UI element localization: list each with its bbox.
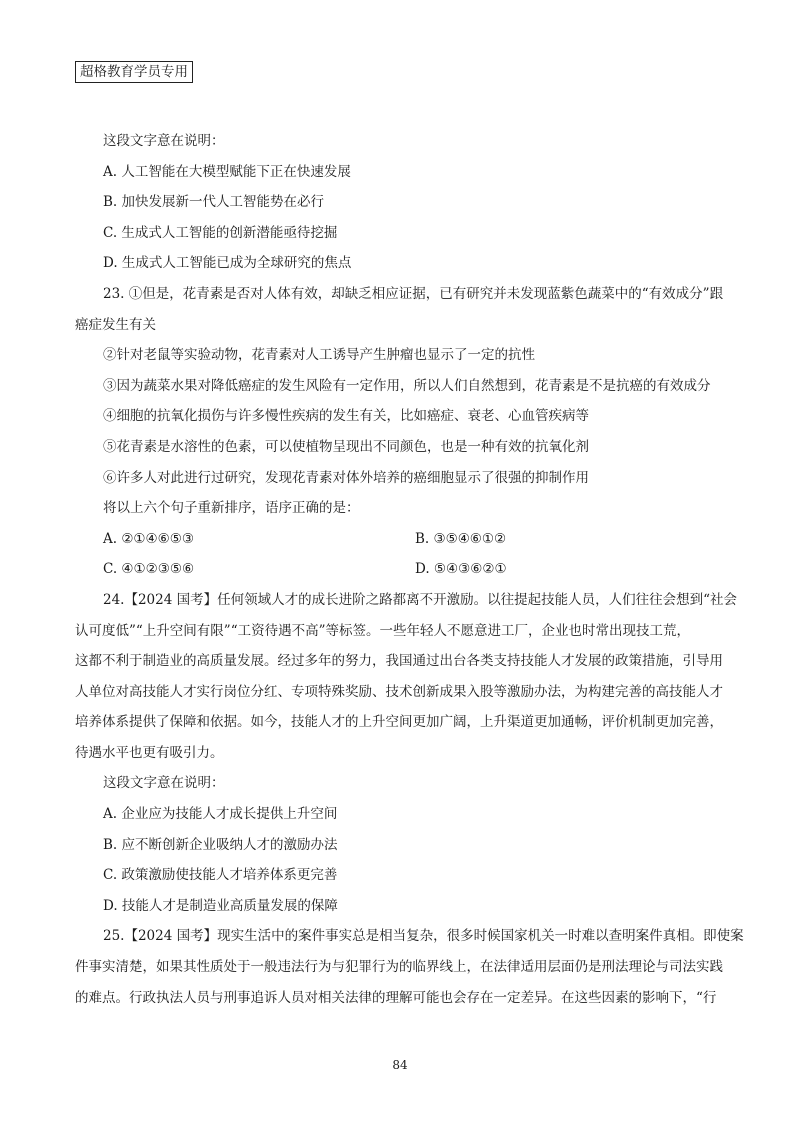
question-stem: 这段文字意在说明： [103,133,225,149]
option-c: C. ④①②③⑤⑥ [103,561,195,578]
question-23-line: 23. ①但是，花青素是否对人体有效，却缺乏相应证据，已有研究并未发现蓝紫色蔬菜中的“有效成分”跟 [103,285,724,302]
option-row [75,524,725,555]
option-a: A. ②①④⑥⑤③ [103,530,194,547]
question-25-line: 25.【2024 国考】现实生活中的案件事实总是相当复杂，很多时候国家机关一时难以查明案件真相。即使案 [103,928,744,945]
sentence-5: ⑤花青素是水溶性的色素，可以使植物呈现出不同颜色，也是一种有效的抗氧化剂 [103,438,589,455]
option-a: A. 企业应为技能人才成长提供上升空间 [103,806,338,823]
question-25-line: 的难点。行政执法人员与刑事追诉人员对相关法律的理解可能也会存在一定差异。在这些因素的影响下，“行 [75,989,717,1006]
option-d: D. ⑤④③⑥②① [415,561,507,578]
option-row [75,554,725,585]
question-24-line: 24.【2024 国考】任何领域人才的成长进阶之路都离不开激励。以往提起技能人员，人们往往会想到“社会 [103,591,738,608]
sentence-4: ④细胞的抗氧化损伤与许多慢性疾病的发生有关，比如癌症、衰老、心血管疾病等 [103,408,589,425]
question-24-line: 培养体系提供了保障和依据。如今，技能人才的上升空间更加广阔，上升渠道更加通畅，评价机制更加完善， [75,714,723,731]
question-24-line: 待遇水平也更有吸引力。 [75,744,224,761]
option-d: D. 技能人才是制造业高质量发展的保障 [103,897,338,914]
option-c: C. 政策激励使技能人才培养体系更完善 [103,867,338,884]
document-body [75,126,744,1013]
question-stem: 这段文字意在说明： [103,775,225,792]
sentence-2: ②针对老鼠等实验动物，花青素对人工诱导产生肿瘤也显示了一定的抗性 [103,347,535,364]
question-23-line: 癌症发生有关 [75,316,156,333]
sentence-6: ⑥许多人对此进行过研究，发现花青素对体外培养的癌细胞显示了很强的抑制作用 [103,469,589,486]
option-b: B. 加快发展新一代人工智能势在必行 [103,194,325,211]
question-prompt: 将以上六个句子重新排序，语序正确的是： [103,500,360,517]
option-a: A. 人工智能在大模型赋能下正在快速发展 [103,163,351,180]
option-d: D. 生成式人工智能已成为全球研究的焦点 [103,255,352,272]
sentence-3: ③因为蔬菜水果对降低癌症的发生风险有一定作用，所以人们自然想到，花青素是不是抗癌的有效成分 [103,377,711,394]
page-number: 84 [392,1058,408,1072]
option-b: B. 应不断创新企业吸纳人才的激励办法 [103,836,338,853]
option-c: C. 生成式人工智能的创新潜能亟待挖掘 [103,224,338,241]
question-24-line: 这都不利于制造业的高质量发展。经过多年的努力，我国通过出台各类支持技能人才发展的政策措施，引导用 [75,653,723,670]
question-25-line: 件事实清楚，如果其性质处于一般违法行为与犯罪行为的临界线上，在法律适用层面仍是刑法理论与司法实践 [75,959,723,976]
option-b: B. ③⑤④⑥①② [415,530,507,547]
question-24-line: 人单位对高技能人才实行岗位分红、专项特殊奖励、技术创新成果入股等激励办法，为构建完善的高技能人才 [75,683,723,700]
header-label: 超格教育学员专用 [75,61,193,83]
question-24-line: 认可度低”“上升空间有限”“工资待遇不高”等标签。一些年轻人不愿意进工厂，企业也时常出现技工荒， [75,622,691,639]
